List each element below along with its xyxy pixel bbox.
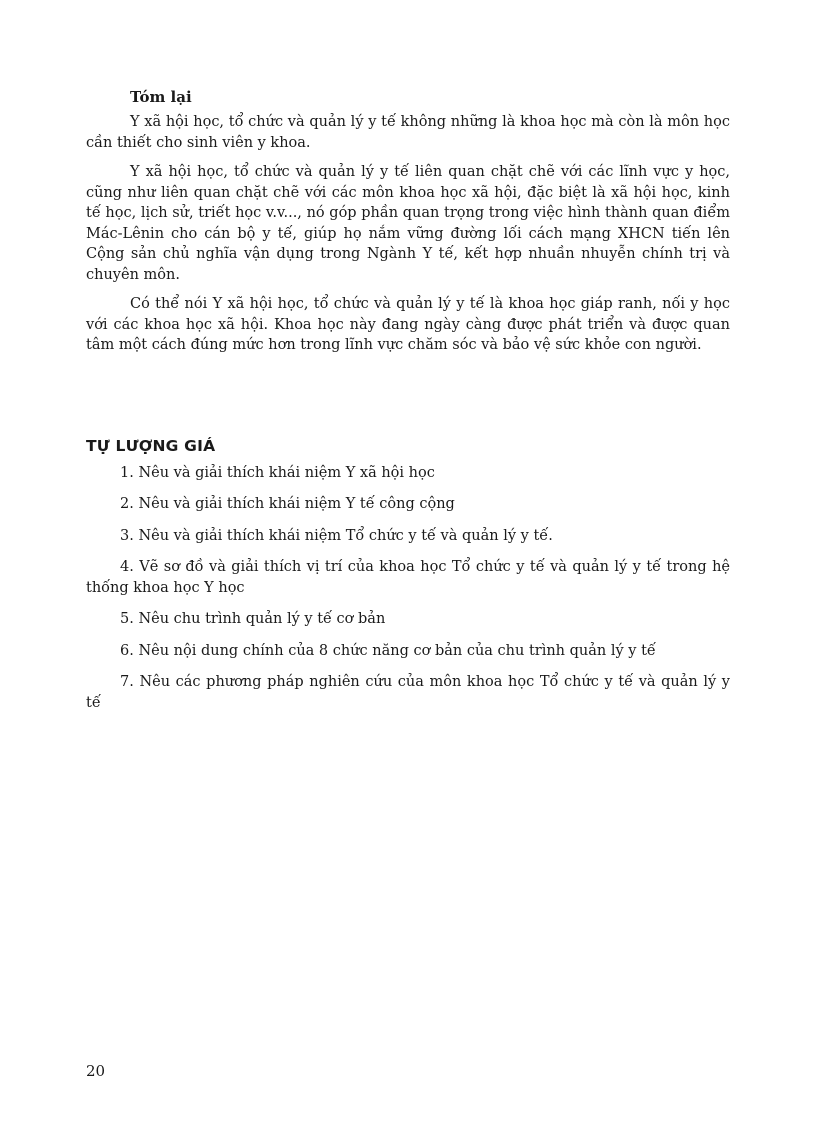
self-assessment-heading: TỰ LƯỢNG GIÁ: [86, 436, 216, 455]
question-item-1: 1. Nêu và giải thích khái niệm Y xã hội học: [120, 464, 435, 481]
page-content: [86, 84, 730, 724]
page-number: 20: [86, 1062, 106, 1080]
question-item-6: 6. Nêu nội dung chính của 8 chức năng cơ bản của chu trình quản lý y tế: [120, 642, 656, 659]
summary-paragraph-1: Y xã hội học, tổ chức và quản lý y tế không những là khoa học mà còn là môn học cần thiết cho sinh viên y khoa.: [86, 114, 730, 151]
summary-paragraph-2: Y xã hội học, tổ chức và quản lý y tế liên quan chặt chẽ với các lĩnh vực y học, cũng như liên quan chặt chẽ với các môn khoa học xã hội, đặc biệt là xã hội học, kinh tế học, lịch sử, triết học v.v..., nó góp phần quan trọng trong việc hình thành quan điểm Mác-Lênin cho cán bộ y tế, giúp họ nắm vững đường lối cách mạng XHCN tiến lên Cộng sản chủ nghĩa vận dụng trong Ngành Y tế, kết hợp nhuần nhuyễn chính trị và chuyên môn.: [86, 164, 730, 283]
question-item-5: 5. Nêu chu trình quản lý y tế cơ bản: [120, 611, 386, 627]
summary-heading: Tóm lại: [130, 88, 192, 106]
question-item-3: 3. Nêu và giải thích khái niệm Tổ chức y tế và quản lý y tế.: [120, 527, 553, 544]
question-item-7: 7. Nêu các phương pháp nghiên cứu của môn khoa học Tổ chức y tế và quản lý y tế: [86, 674, 730, 711]
question-list: [86, 463, 730, 714]
question-item-2: 2. Nêu và giải thích khái niệm Y tế công cộng: [120, 496, 455, 512]
question-item-4: 4. Vẽ sơ đồ và giải thích vị trí của khoa học Tổ chức y tế và quản lý y tế trong hệ thống khoa học Y học: [86, 559, 730, 596]
summary-paragraph-3: Có thể nói Y xã hội học, tổ chức và quản lý y tế là khoa học giáp ranh, nối y học với các khoa học xã hội. Khoa học này đang ngày càng được phát triển và được quan tâm một cách đúng mức hơn trong lĩnh vực chăm sóc và bảo vệ sức khỏe con người.: [86, 296, 730, 353]
